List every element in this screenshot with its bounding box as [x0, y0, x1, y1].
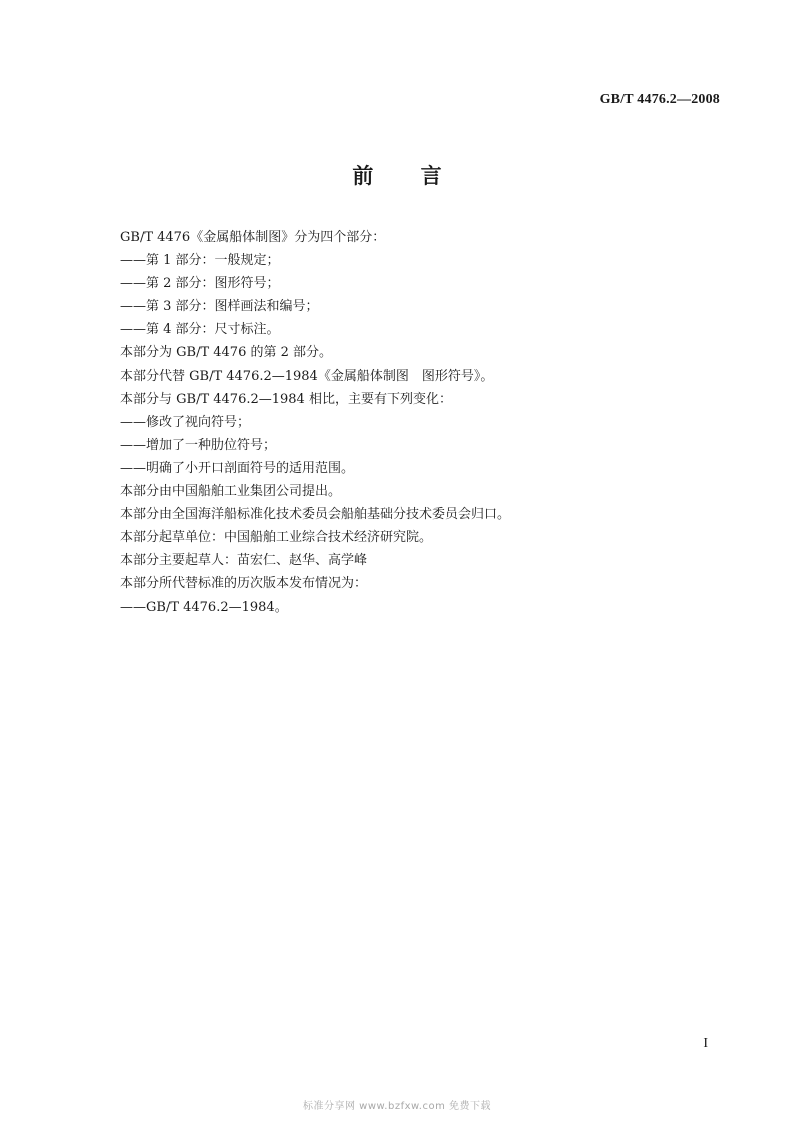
- footer-watermark: 标准分享网 www.bzfxw.com 免费下载: [303, 1101, 491, 1112]
- foreword-line: ——第 1 部分：一般规定；: [120, 253, 280, 269]
- standard-code: GB/T 4476.2—2008: [599, 92, 720, 107]
- foreword-line: 本部分所代替标准的历次版本发布情况为：: [120, 576, 368, 592]
- foreword-line: ——GB/T 4476.2—1984。: [120, 599, 288, 615]
- foreword-line: ——第 4 部分：尺寸标注。: [120, 322, 280, 338]
- foreword-line: 本部分与 GB/T 4476.2—1984 相比，主要有下列变化：: [120, 391, 452, 407]
- page-title: 前 言: [352, 164, 462, 188]
- foreword-line: ——第 2 部分：图形符号；: [120, 276, 280, 292]
- foreword-line: GB/T 4476《金属船体制图》分为四个部分：: [120, 230, 386, 245]
- foreword-line: ——明确了小开口剖面符号的适用范围。: [120, 460, 355, 476]
- foreword-line: ——修改了视向符号；: [120, 414, 251, 430]
- foreword-line: 本部分代替 GB/T 4476.2—1984《金属船体制图 图形符号》。: [120, 368, 494, 384]
- foreword-line: 本部分为 GB/T 4476 的第 2 部分。: [120, 345, 333, 361]
- foreword-line: 本部分由中国船舶工业集团公司提出。: [120, 484, 342, 500]
- foreword-line: 本部分由全国海洋船标准化技术委员会船舶基础分技术委员会归口。: [120, 507, 511, 523]
- foreword-line: 本部分起草单位：中国船舶工业综合技术经济研究院。: [120, 530, 433, 546]
- foreword-line: 本部分主要起草人：苗宏仁、赵华、高学峰: [120, 553, 368, 569]
- foreword-line: ——增加了一种肋位符号；: [120, 437, 277, 453]
- foreword-body: [120, 226, 700, 619]
- page-number: I: [703, 1036, 708, 1051]
- foreword-line: ——第 3 部分：图样画法和编号；: [120, 299, 319, 315]
